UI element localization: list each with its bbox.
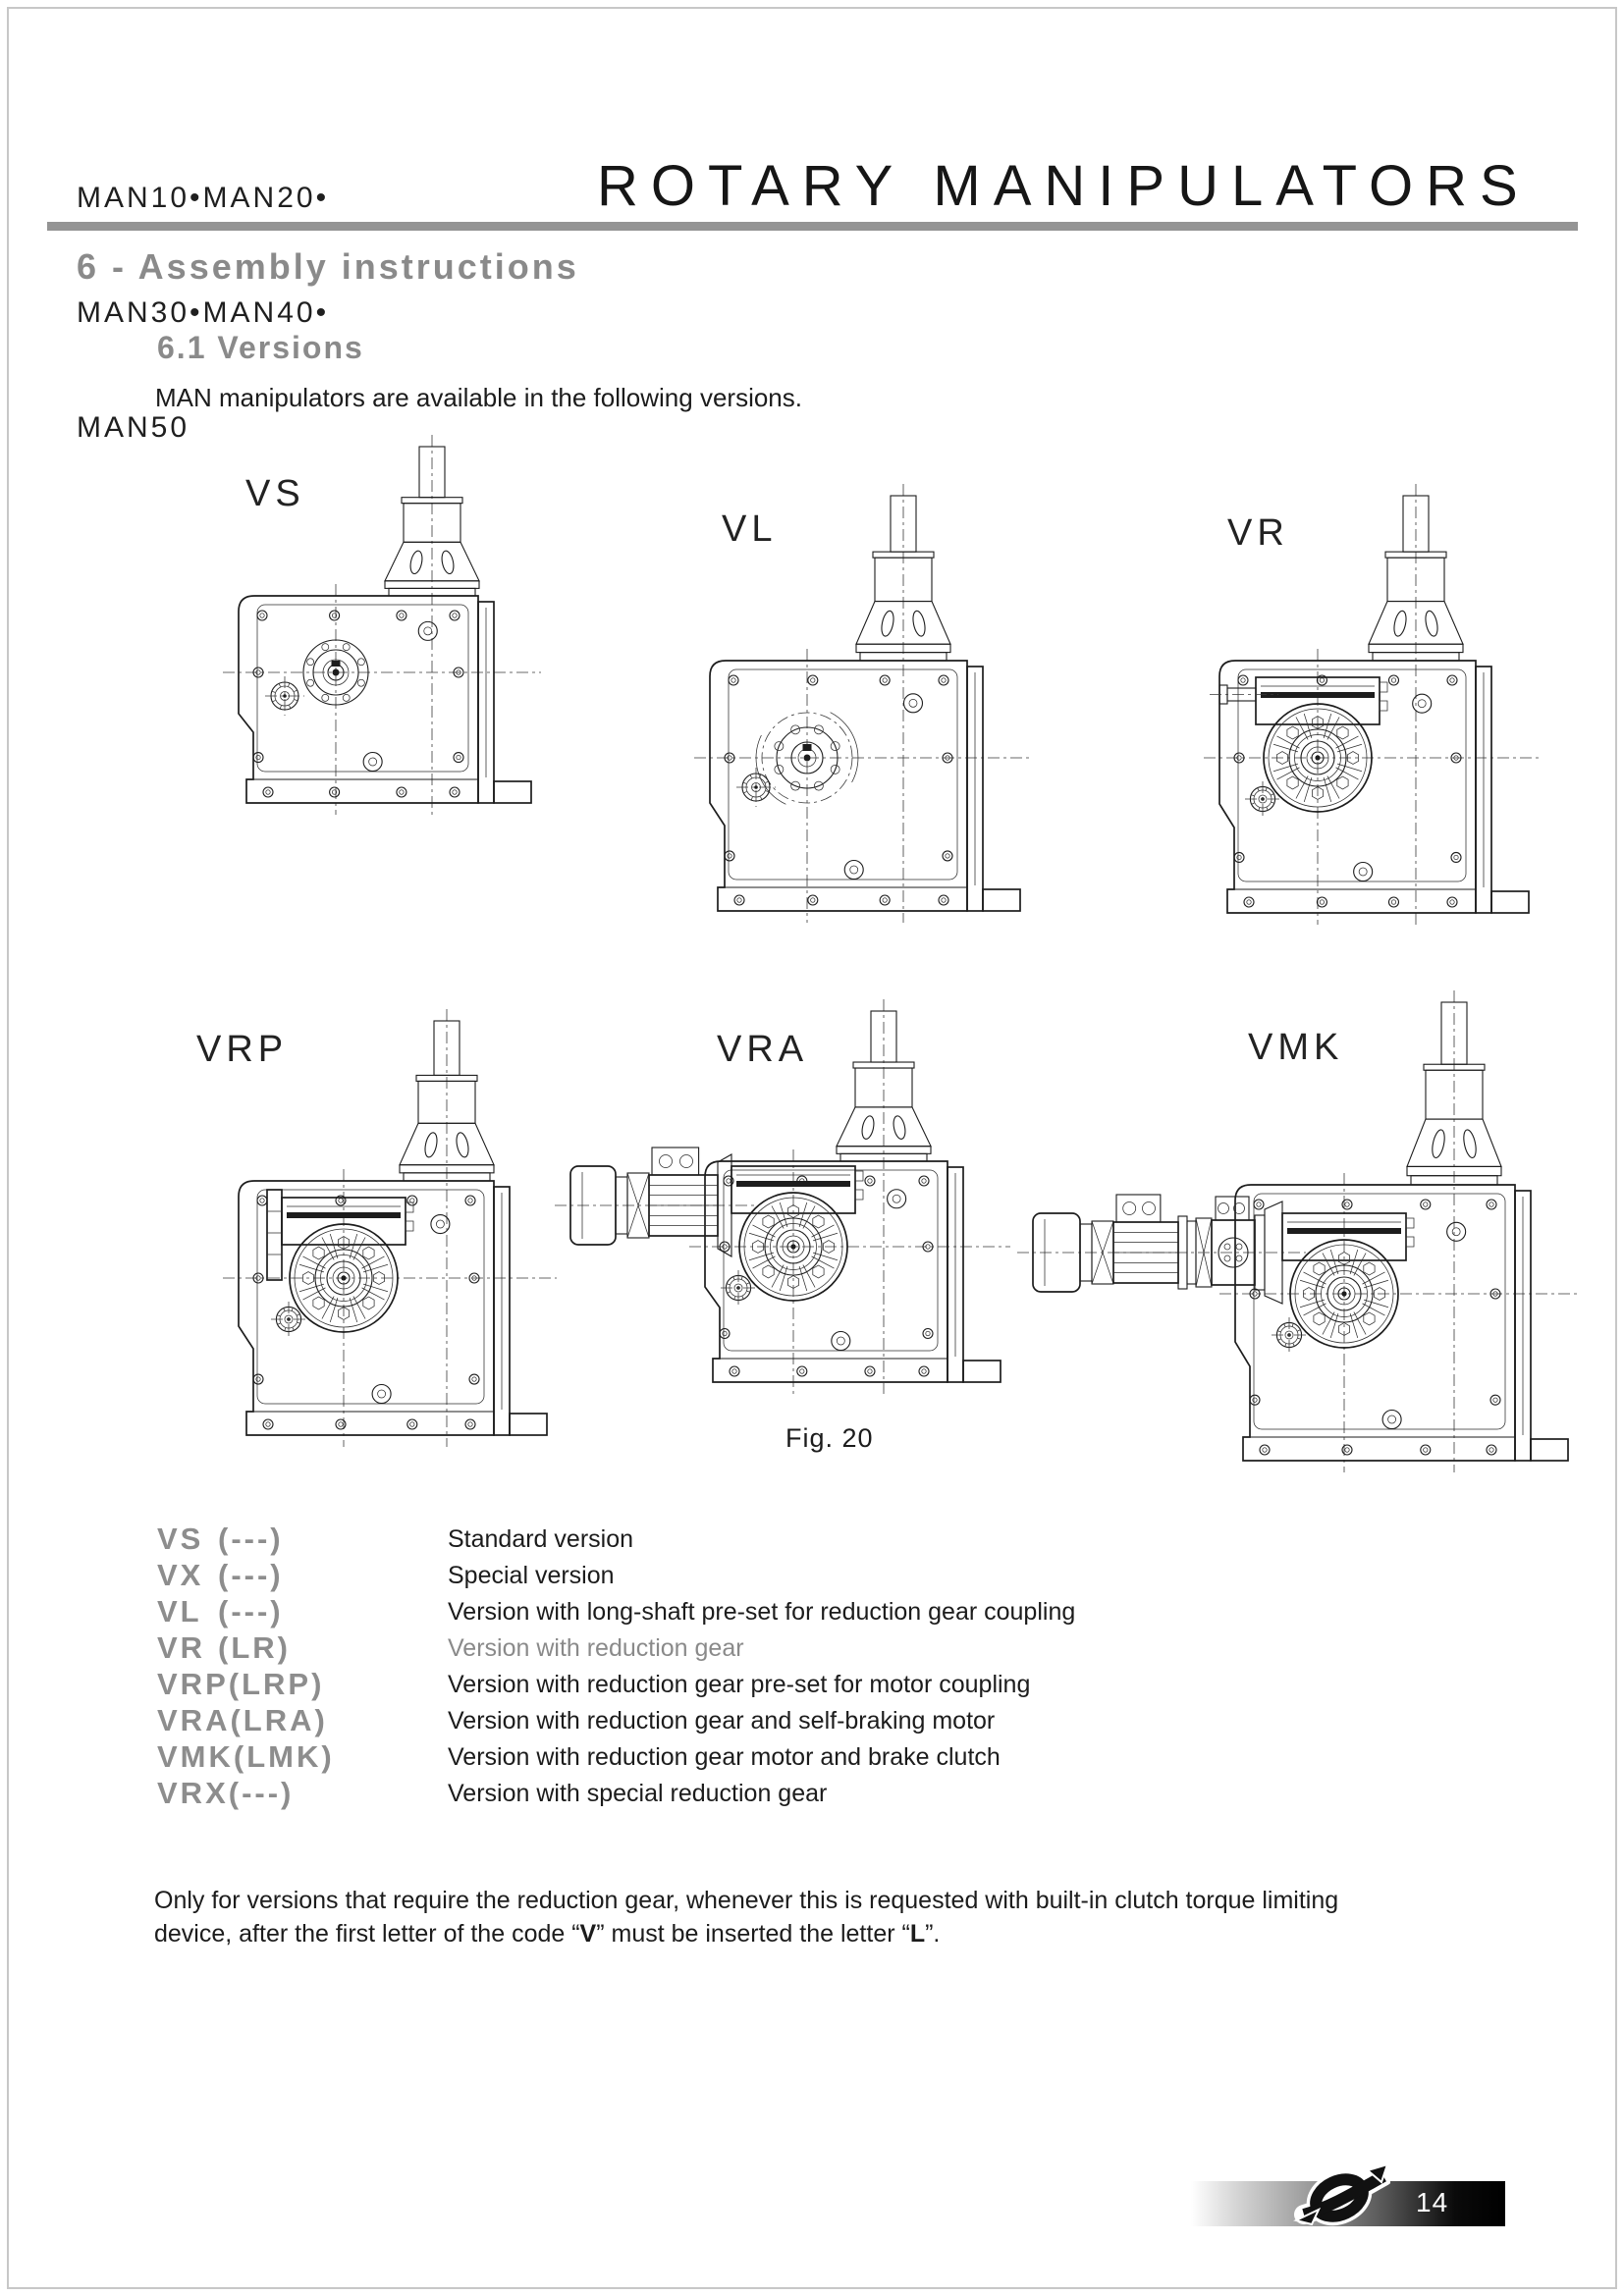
- note-line-1: Only for versions that require the reduction gear, whenever this is requested with built-in clutch torque limiting: [154, 1887, 1339, 1914]
- figure-vra: [545, 993, 1006, 1396]
- figure-label: VS: [245, 473, 305, 514]
- legend-alt-code: (LMK): [233, 1739, 335, 1774]
- note-segment: ”.: [925, 1920, 941, 1948]
- legend-code: VL: [157, 1594, 202, 1629]
- legend-row: [157, 1558, 1335, 1594]
- figure-vs: [157, 417, 550, 829]
- figure-vl: [628, 447, 1026, 928]
- note-segment: ” must be inserted the letter “: [596, 1920, 910, 1948]
- note-text: [154, 1884, 1548, 1950]
- legend-alt-code: (---): [218, 1558, 284, 1592]
- version-legend: [157, 1522, 1335, 1812]
- figure-label: VR: [1227, 512, 1289, 554]
- legend-description: Version with reduction gear pre-set for motor coupling: [448, 1671, 1031, 1698]
- figure-drawing-vs: [157, 417, 550, 829]
- brand-logo-icon: [1292, 2162, 1390, 2230]
- legend-description: Special version: [448, 1562, 615, 1589]
- legend-row: [157, 1594, 1335, 1630]
- figure-drawing-vr: [1139, 447, 1537, 928]
- legend-code: VRX: [157, 1776, 229, 1810]
- legend-code: VRA: [157, 1703, 231, 1737]
- header-model-line: MAN50: [77, 411, 190, 444]
- legend-code: VRP: [157, 1667, 229, 1701]
- legend-description: Version with reduction gear and self-braking motor: [448, 1707, 996, 1735]
- page-number: 14: [1416, 2187, 1449, 2217]
- legend-row: [157, 1739, 1335, 1776]
- legend-code: VMK: [157, 1739, 234, 1774]
- figure-vrp: [152, 1016, 569, 1448]
- legend-row: [157, 1667, 1335, 1703]
- figure-label: VRP: [196, 1029, 289, 1070]
- note-segment: device, after the first letter of the code “: [154, 1920, 580, 1948]
- legend-row: [157, 1630, 1335, 1667]
- legend-alt-code: (LRP): [228, 1667, 325, 1701]
- section-title: 6 - Assembly instructions: [77, 246, 579, 287]
- figure-vr: [1139, 447, 1537, 928]
- note-line-2: [154, 1917, 1548, 1950]
- legend-row: [157, 1776, 1335, 1812]
- legend-description: Version with reduction gear: [448, 1634, 744, 1662]
- legend-description: Version with reduction gear motor and brake clutch: [448, 1743, 1001, 1771]
- header-rule: [47, 222, 1578, 231]
- legend-alt-code: (---): [218, 1522, 284, 1556]
- figure-caption: Fig. 20: [785, 1423, 874, 1453]
- legend-description: Standard version: [448, 1525, 634, 1553]
- legend-row: [157, 1522, 1335, 1558]
- header-model-line: MAN10•MAN20•: [77, 182, 330, 214]
- legend-code: VX: [157, 1558, 204, 1592]
- subsection-title: 6.1 Versions: [157, 330, 364, 365]
- figure-vmk: [1019, 982, 1569, 1472]
- figure-drawing-vrp: [152, 1016, 569, 1448]
- page-title: ROTARY MANIPULATORS: [597, 154, 1531, 218]
- figure-label: VMK: [1248, 1027, 1344, 1068]
- figure-label: VRA: [717, 1029, 809, 1070]
- figure-label: VL: [722, 508, 778, 550]
- legend-alt-code: (---): [228, 1776, 295, 1810]
- legend-code: VR: [157, 1630, 206, 1665]
- figure-drawing-vra: [545, 993, 1006, 1396]
- legend-row: [157, 1703, 1335, 1739]
- legend-description: Version with special reduction gear: [448, 1780, 828, 1807]
- legend-code: VS: [157, 1522, 204, 1556]
- header-model-line: MAN30•MAN40•: [77, 296, 330, 329]
- note-code-letter: V: [579, 1920, 597, 1948]
- intro-text: MAN manipulators are available in the following versions.: [155, 383, 802, 412]
- legend-description: Version with long-shaft pre-set for reduction gear coupling: [448, 1598, 1076, 1626]
- figure-drawing-vl: [628, 447, 1026, 928]
- legend-alt-code: (---): [218, 1594, 284, 1629]
- legend-alt-code: (LRA): [230, 1703, 328, 1737]
- note-code-letter: L: [909, 1920, 926, 1948]
- legend-alt-code: (LR): [218, 1630, 291, 1665]
- figure-drawing-vmk: [1019, 982, 1569, 1472]
